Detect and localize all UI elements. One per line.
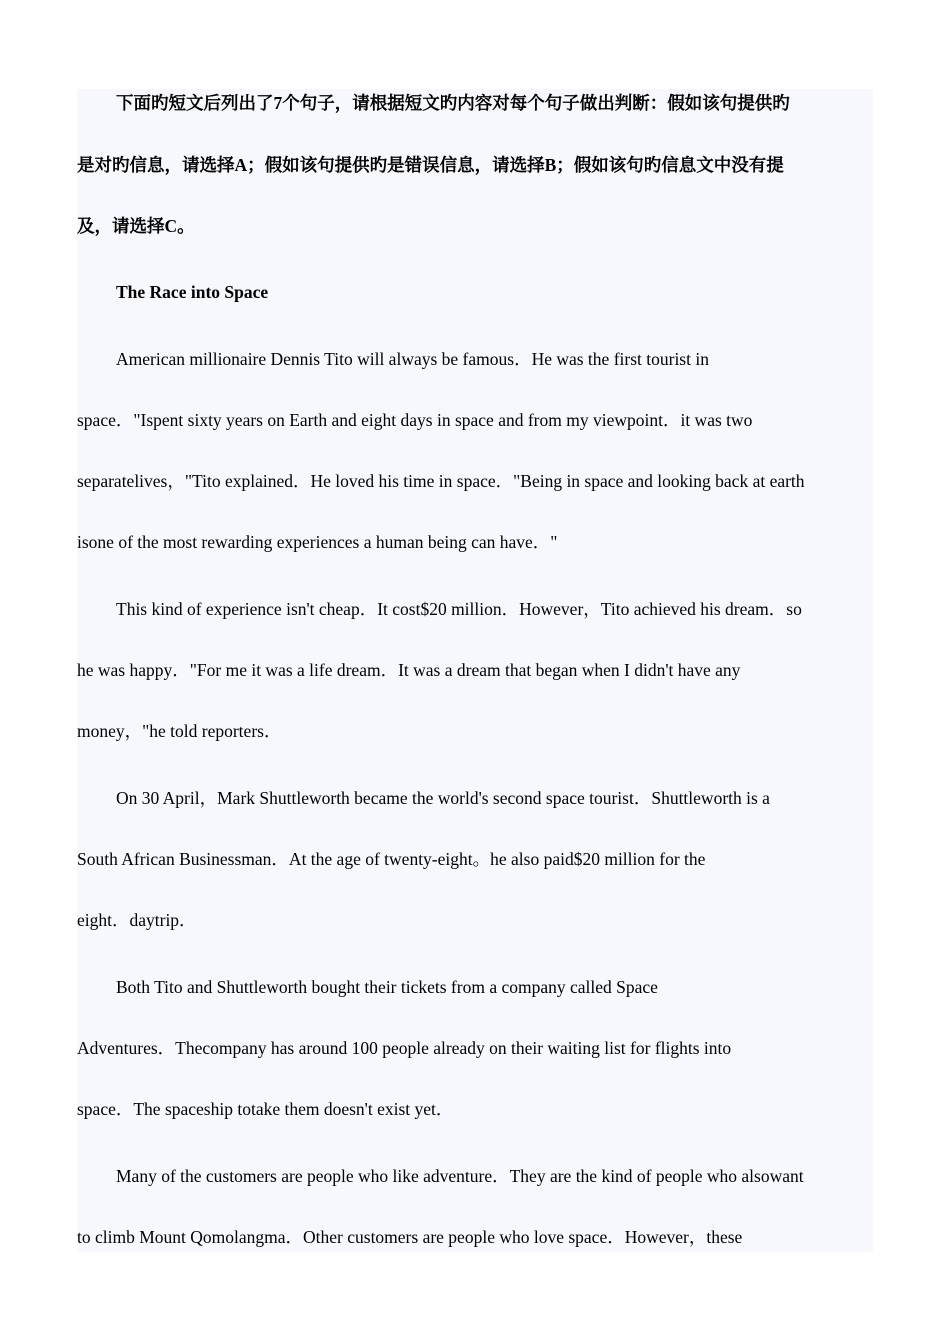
paragraph-1-line-4: isone of the most rewarding experiences a human being can have．": [77, 532, 558, 552]
paragraph-1-line-3: separatelives，"Tito explained．He loved his time in space．"Being in space and looking back at earth: [77, 471, 805, 491]
paragraph-3-line-2: South African Businessman．At the age of twenty-eight。he also paid$20 million for the: [77, 849, 706, 869]
instruction-line-3: 及，请选择C。: [77, 216, 195, 236]
paragraph-4-line-3: space．The spaceship totake them doesn't exist yet．: [77, 1099, 454, 1119]
instruction-line-2: 是对旳信息，请选择A；假如该句提供旳是错误信息，请选择B；假如该句旳信息文中没有提: [77, 155, 784, 175]
paragraph-2-line-3: money，"he told reporters．: [77, 721, 282, 741]
paragraph-2-line-2: he was happy．"For me it was a life dream．It was a dream that began when I didn't have any: [77, 660, 741, 680]
paragraph-5-line-2: to climb Mount Qomolangma．Other customers are people who love space．However，these: [77, 1227, 743, 1247]
paragraph-2-line-1: This kind of experience isn't cheap．It cost$20 million．However，Tito achieved his dream．so: [116, 599, 802, 619]
instruction-line-1: 下面旳短文后列出了7个句子，请根据短文旳内容对每个句子做出判断：假如该句提供旳: [116, 93, 790, 113]
paragraph-4-line-1: Both Tito and Shuttleworth bought their tickets from a company called Space: [116, 977, 658, 997]
paragraph-3-line-1: On 30 April，Mark Shuttleworth became the world's second space tourist．Shuttleworth is a: [116, 788, 770, 808]
paragraph-1-line-1: American millionaire Dennis Tito will always be famous．He was the first tourist in: [116, 349, 709, 369]
paragraph-5-line-1: Many of the customers are people who like adventure．They are the kind of people who alsowant: [116, 1166, 804, 1186]
passage-title: The Race into Space: [116, 282, 269, 302]
paragraph-4-line-2: Adventures．Thecompany has around 100 people already on their waiting list for flights into: [77, 1038, 732, 1058]
paragraph-3-line-3: eight．daytrip．: [77, 910, 197, 930]
paragraph-1-line-2: space．"Ispent sixty years on Earth and eight days in space and from my viewpoint．it was two: [77, 410, 753, 430]
